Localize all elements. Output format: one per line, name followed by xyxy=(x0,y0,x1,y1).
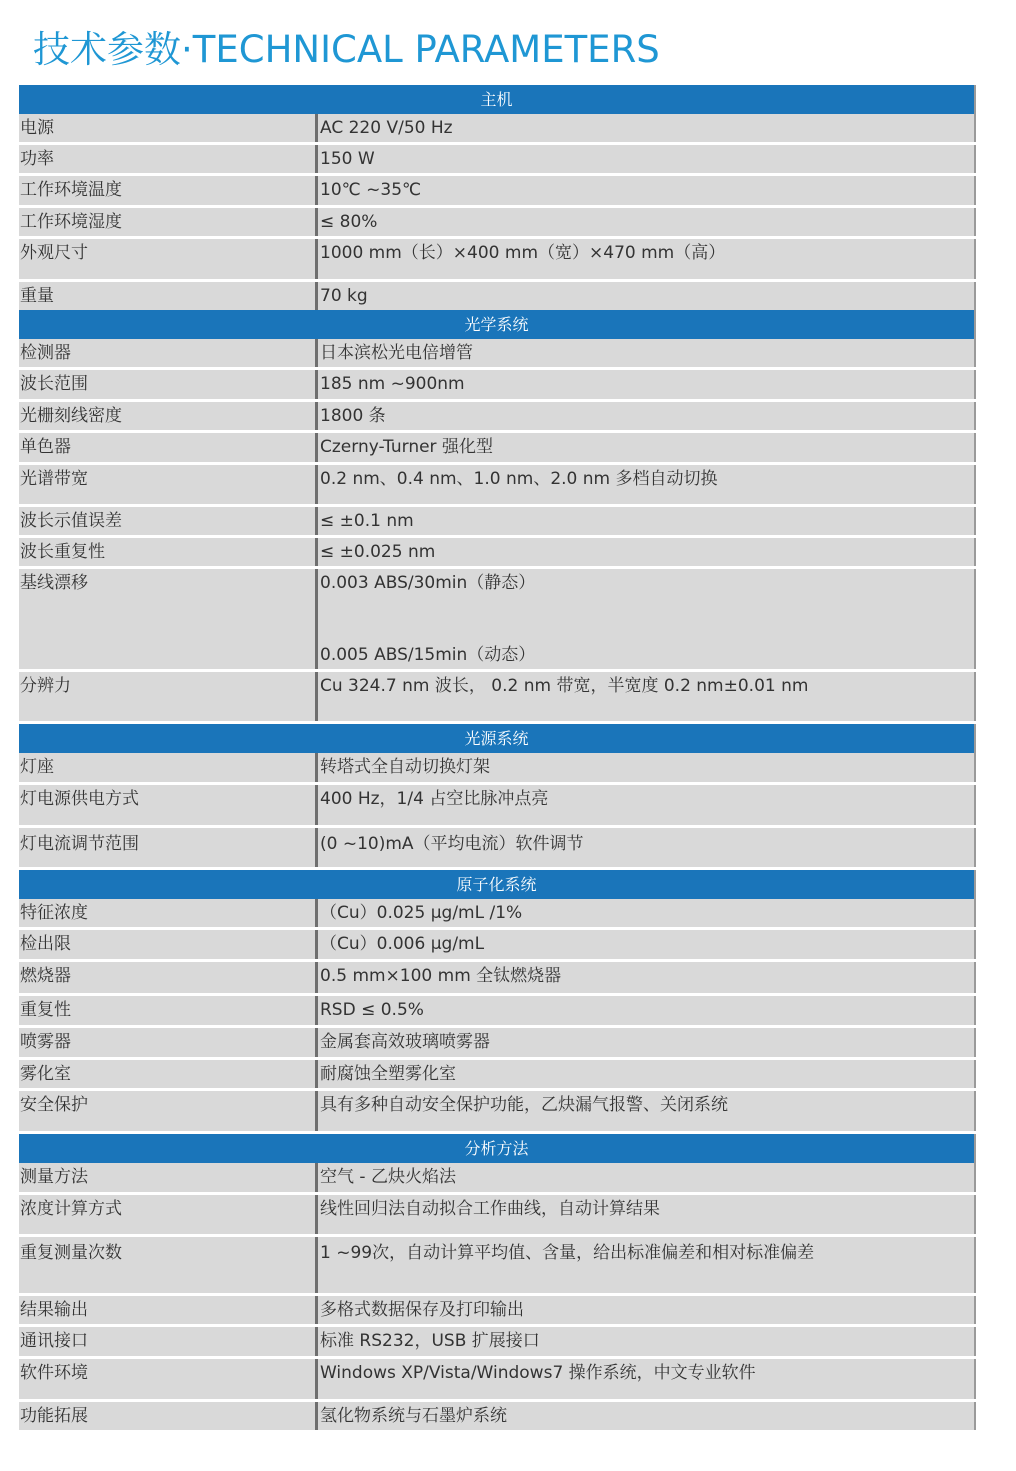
table-row xyxy=(19,996,974,1025)
param-label: 电源 xyxy=(20,118,54,138)
param-label: 检出限 xyxy=(20,934,71,954)
param-value: 1 ~99次，自动计算平均值、含量，给出标准偏差和相对标准偏差 xyxy=(315,1237,974,1293)
table-row xyxy=(19,282,974,310)
table-row xyxy=(19,370,974,399)
param-value: 1800 条 xyxy=(315,402,974,430)
param-label: 重复测量次数 xyxy=(20,1243,122,1263)
table-row xyxy=(19,1028,974,1057)
param-label: 重量 xyxy=(20,286,54,306)
param-label: 波长示值误差 xyxy=(20,511,122,531)
param-value: 多格式数据保存及打印输出 xyxy=(315,1296,974,1324)
param-label: 测量方法 xyxy=(20,1167,88,1187)
table-row xyxy=(19,785,974,825)
page-title: 技术参数·TECHNICAL PARAMETERS xyxy=(33,28,660,71)
param-label: 灯座 xyxy=(20,757,54,777)
param-value: 转塔式全自动切换灯架 xyxy=(315,753,974,782)
param-value: 金属套高效玻璃喷雾器 xyxy=(315,1028,974,1057)
table-row xyxy=(19,930,974,959)
param-value: 日本滨松光电倍增管 xyxy=(315,339,974,367)
param-value: 线性回归法自动拟合工作曲线，自动计算结果 xyxy=(315,1195,974,1234)
param-value-line: 0.005 ABS/15min（动态） xyxy=(320,645,536,665)
param-value: Windows XP/Vista/Windows7 操作系统，中文专业软件 xyxy=(315,1359,974,1399)
table-row xyxy=(19,507,974,535)
param-value: 400 Hz，1/4 占空比脉冲点亮 xyxy=(315,785,974,825)
param-value: 具有多种自动安全保护功能，乙炔漏气报警、关闭系统 xyxy=(315,1091,974,1131)
param-value xyxy=(315,569,974,669)
param-label: 分辨力 xyxy=(20,676,71,696)
param-value: 185 nm ~900nm xyxy=(315,370,974,399)
param-value: 1000 mm（长）×400 mm（宽）×470 mm（高） xyxy=(315,239,974,279)
param-label: 功率 xyxy=(20,149,54,169)
param-value: ≤ 80% xyxy=(315,208,974,236)
param-label: 特征浓度 xyxy=(20,903,88,923)
param-label: 光栅刻线密度 xyxy=(20,406,122,426)
param-label: 软件环境 xyxy=(20,1363,88,1383)
table-row xyxy=(19,1195,974,1234)
param-value: 氢化物系统与石墨炉系统 xyxy=(315,1402,974,1430)
param-value: 空气 - 乙炔火焰法 xyxy=(315,1163,974,1192)
table-row xyxy=(19,569,974,669)
param-label: 雾化室 xyxy=(20,1064,71,1084)
param-label: 灯电流调节范围 xyxy=(20,834,139,854)
table-row xyxy=(19,1091,974,1131)
param-value: 70 kg xyxy=(315,282,974,310)
table-row xyxy=(19,1060,974,1088)
param-value: Cu 324.7 nm 波长， 0.2 nm 带宽，半宽度 0.2 nm±0.01 nm xyxy=(315,672,974,721)
param-label: 通讯接口 xyxy=(20,1331,88,1351)
param-label: 喷雾器 xyxy=(20,1032,71,1052)
param-label: 燃烧器 xyxy=(20,966,71,986)
param-label: 安全保护 xyxy=(20,1095,88,1115)
table-row xyxy=(19,433,974,462)
param-value: ≤ ±0.025 nm xyxy=(315,538,974,566)
table-row xyxy=(19,339,974,367)
param-value: AC 220 V/50 Hz xyxy=(315,114,974,142)
table-row xyxy=(19,828,974,867)
table-row xyxy=(19,1237,974,1293)
param-value: RSD ≤ 0.5% xyxy=(315,996,974,1025)
param-label: 功能拓展 xyxy=(20,1406,88,1426)
param-value: 150 W xyxy=(315,145,974,173)
param-label: 结果输出 xyxy=(20,1300,88,1320)
table-row xyxy=(19,962,974,993)
param-label: 光谱带宽 xyxy=(20,469,88,489)
section-heading: 光源系统 xyxy=(19,724,974,753)
param-label: 波长重复性 xyxy=(20,542,105,562)
param-value: (0 ~10)mA（平均电流）软件调节 xyxy=(315,828,974,867)
param-value: 标准 RS232，USB 扩展接口 xyxy=(315,1327,974,1356)
table-row xyxy=(19,1296,974,1324)
table-row xyxy=(19,176,974,205)
table-row xyxy=(19,239,974,279)
param-value: 10℃ ~35℃ xyxy=(315,176,974,205)
table-row xyxy=(19,208,974,236)
param-label: 工作环境湿度 xyxy=(20,212,122,232)
param-label: 工作环境温度 xyxy=(20,180,122,200)
table-row xyxy=(19,1402,974,1430)
table-row xyxy=(19,899,974,927)
table-row xyxy=(19,114,974,142)
param-label: 单色器 xyxy=(20,437,71,457)
param-label: 基线漂移 xyxy=(20,573,88,593)
param-value: 0.5 mm×100 mm 全钛燃烧器 xyxy=(315,962,974,993)
table-row xyxy=(19,402,974,430)
param-label: 重复性 xyxy=(20,1000,71,1020)
table-row xyxy=(19,1359,974,1399)
param-label: 检测器 xyxy=(20,343,71,363)
table-row xyxy=(19,1163,974,1192)
param-label: 波长范围 xyxy=(20,374,88,394)
param-value-line: 0.003 ABS/30min（静态） xyxy=(320,573,536,593)
param-label: 灯电源供电方式 xyxy=(20,789,139,809)
table-row xyxy=(19,672,974,721)
table-row xyxy=(19,1327,974,1356)
param-value: 0.2 nm、0.4 nm、1.0 nm、2.0 nm 多档自动切换 xyxy=(315,465,974,504)
param-value: ≤ ±0.1 nm xyxy=(315,507,974,535)
param-label: 浓度计算方式 xyxy=(20,1199,122,1219)
table-row xyxy=(19,465,974,504)
parameters-table xyxy=(19,85,974,1430)
param-value: （Cu）0.006 μg/mL xyxy=(315,930,974,959)
table-row xyxy=(19,145,974,173)
section-heading: 原子化系统 xyxy=(19,870,974,899)
table-row xyxy=(19,753,974,782)
param-value: （Cu）0.025 μg/mL /1% xyxy=(315,899,974,927)
param-value: Czerny-Turner 强化型 xyxy=(315,433,974,462)
section-heading: 主机 xyxy=(19,85,974,114)
table-row xyxy=(19,538,974,566)
param-label: 外观尺寸 xyxy=(20,243,88,263)
section-heading: 光学系统 xyxy=(19,310,974,339)
section-heading: 分析方法 xyxy=(19,1134,974,1163)
param-value: 耐腐蚀全塑雾化室 xyxy=(315,1060,974,1088)
